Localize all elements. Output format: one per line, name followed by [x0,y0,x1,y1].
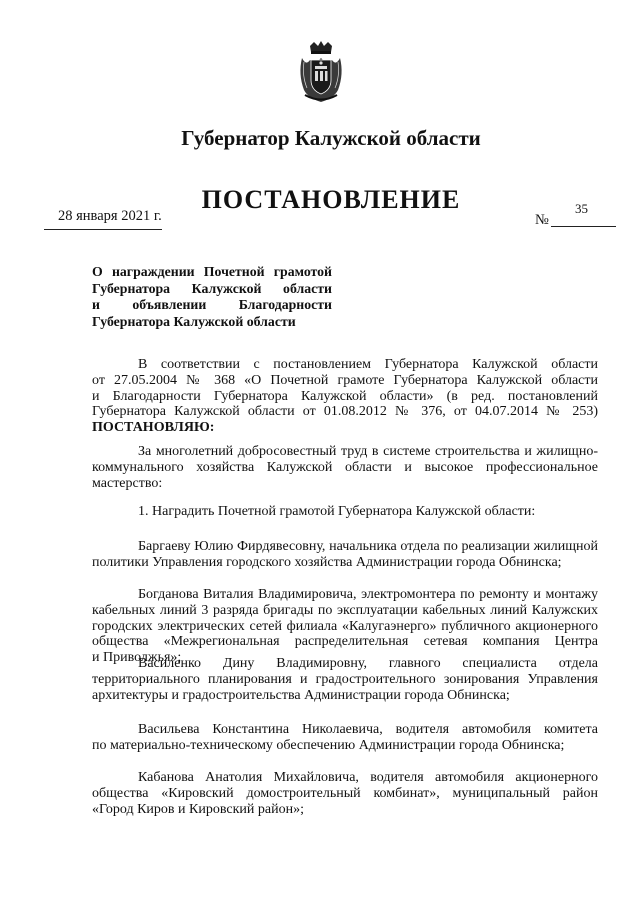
document-date: 28 января 2021 г. [58,208,162,224]
awardee-line: по материально-техническому обеспечению Администрации города Обнинска; [92,737,565,753]
number-underline [551,226,616,227]
awardee-entry [92,722,598,754]
awardee-line: Баргаеву Юлию Фирдявесовну, начальника отдела по реализации жилищной [138,539,598,554]
document-subject [92,264,332,330]
coat-of-arms-icon [296,40,346,104]
awardee-entry [92,587,598,666]
subject-line: О награждении Почетной грамотой [92,264,332,279]
awardee-entry [92,539,598,571]
awardee-line: кабельных линий 3 разряда бригады по эксплуатации кабельных линий Калужских [92,602,598,618]
preamble-line: В соответствии с постановлением Губернатора Калужской области [138,357,598,372]
awardee-line: территориального планирования и градостроительного зонирования Управления [92,671,598,687]
preamble-paragraph [92,357,598,436]
reason-line: коммунального хозяйства Калужской области и высокое профессиональное [92,459,598,475]
issuing-authority: Губернатор Калужской области [181,126,481,150]
preamble-line: Губернатора Калужской области от 01.08.2012 № 376, от 04.07.2014 № 253) [92,404,598,420]
awardee-line: Богданова Виталия Владимировича, электромонтера по ремонту и монтажу [138,587,598,602]
item-1-text: 1. Наградить Почетной грамотой Губернатора Калужской области: [138,504,536,519]
awardee-line: общества «Межрегиональная распределительная сетевая компания Центра [92,634,598,650]
reason-line: За многолетний добросовестный труд в системе строительства и жилищно- [138,444,598,459]
subject-line: Губернатора Калужской области [92,313,296,329]
item-1-heading [92,504,598,520]
preamble-line: и Благодарности Губернатора Калужской области» (в ред. постановлений [92,388,598,404]
subject-line: Губернатора Калужской области [92,280,332,296]
awardee-line: Васильева Константина Николаевича, водителя автомобиля комитета [138,722,598,737]
awardee-entry [92,656,598,703]
reason-paragraph [92,444,598,491]
awardee-line: архитектуры и градостроительства Администрации города Обнинска; [92,687,510,703]
preamble-line: от 27.05.2004 № 368 «О Почетной грамоте Губернатора Калужской области [92,372,598,388]
decree-word: ПОСТАНОВЛЯЮ: [92,420,215,436]
awardee-line: политики Управления городского хозяйства Администрации города Обнинска; [92,554,562,570]
subject-line: и объявлении Благодарности [92,297,332,313]
awardee-line: городских электрических сетей филиала «Калугаэнерго» публичного акционерного [92,618,598,634]
document-type-title: ПОСТАНОВЛЕНИЕ [201,185,461,214]
awardee-line: и Приволжья»; [92,650,182,666]
date-underline [44,229,162,230]
reason-line: мастерство: [92,475,163,491]
awardee-line: Василенко Дину Владимировну, главного специалиста отдела [138,656,598,671]
number-label: № [535,212,549,228]
document-number: 35 [575,201,588,216]
awardee-line: общества «Кировский домостроительный комбинат», муниципальный район [92,785,598,801]
awardee-line: «Город Киров и Кировский район»; [92,801,304,817]
awardee-entry [92,770,598,817]
awardee-line: Кабанова Анатолия Михайловича, водителя автомобиля акционерного [138,770,598,785]
